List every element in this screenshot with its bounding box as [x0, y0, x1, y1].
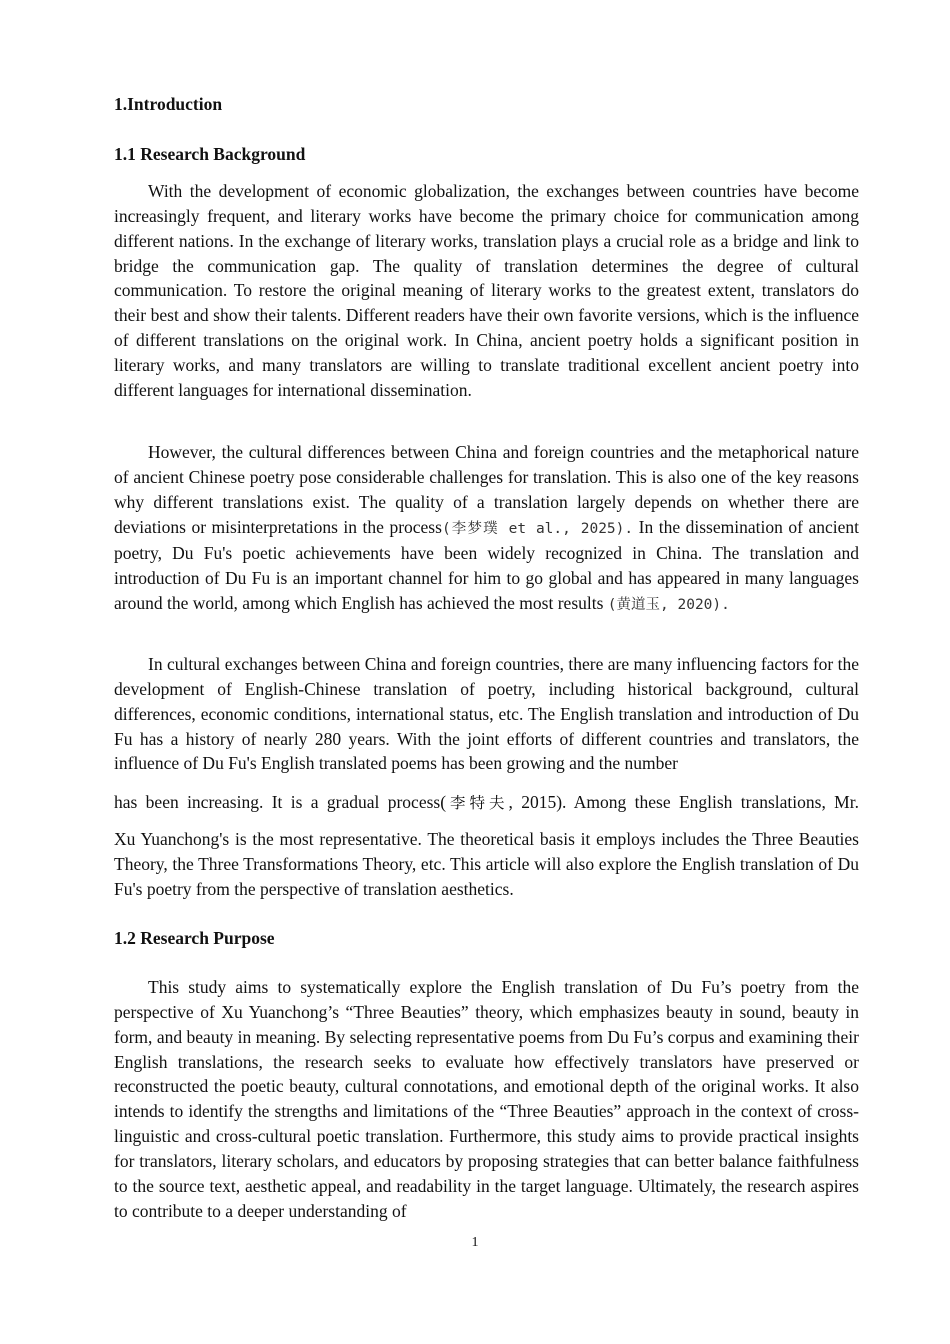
paragraph-4	[114, 975, 859, 1223]
paragraph-3-continued	[114, 827, 859, 902]
paragraph-3-text-b-post: , 2015). Among these English translations, Mr.	[508, 792, 859, 812]
paragraph-2-text-b: In the dissemination of ancient poetry, Du Fu's poetic achievements have been widely recognized in China. The translation and introduction of Du Fu is an important channel for him to go global and has appeared in many languages around the world, among which English has achieved the most results	[114, 516, 859, 614]
paragraph-4-text: This study aims to systematically explore the English translation of Du Fu’s poetry from the perspective of Xu Yuanchong’s “Three Beauties” theory, which emphasizes beauty in sound, beauty in form, and beauty in meaning. By selecting representative poems from Du Fu’s corpus and examining their English translations, the research seeks to evaluate how effectively translators have preserved or reconstructed the poetic beauty, cultural connotations, and emotional depth of the original works. It also intends to identify the strengths and limitations of the “Three Beauties” approach in the context of cross-linguistic and cross-cultural poetic translation. Furthermore, this study aims to provide practical insights for translators, literary scholars, and educators by proposing strategies that can better balance faithfulness to the source text, aesthetic appeal, and readability in the target language. Ultimately, the research aspires to contribute to a deeper understanding of	[114, 977, 859, 1221]
citation-li-mengpu: (李梦璞 et al., 2025).	[441, 520, 634, 537]
paragraph-1-text: With the development of economic globalization, the exchanges between countries have become increasingly frequent, and literary works have become the primary choice for communication among different nations. In the exchange of literary works, translation plays a crucial role as a bridge and link to bridge the communication gap. The quality of translation determines the degree of cultural communication. To restore the original meaning of literary works to the greatest extent, translators do their best and show their talents. Different readers have their own favorite versions, which is the influence of different translations on the original work. In China, ancient poetry holds a significant position in literary works, and many translators are willing to translate traditional excellent ancient poetry into different languages for international dissemination.	[114, 181, 859, 400]
paragraph-3-text-b	[114, 790, 859, 816]
heading-research-background: 1.1 Research Background	[114, 144, 306, 164]
paragraph-3-text-a: In cultural exchanges between China and foreign countries, there are many influencing factors for the development of English-Chinese translation of poetry, including historical background, cultural differences, economic conditions, international status, etc. The English translation and introduction of Du Fu has a history of nearly 280 years. With the joint efforts of different countries and translators, the influence of Du Fu's English translated poems has been growing and the number	[114, 654, 859, 774]
paragraph-3	[114, 652, 859, 776]
paragraph-2-text-a: However, the cultural differences between China and foreign countries and the metaphorical nature of ancient Chinese poetry pose considerable challenges for translation. This is also one of the key reasons why different translations exist. The quality of a translation largely depends on whether there are deviations or misinterpretations in the process	[114, 442, 859, 537]
paragraph-1	[114, 179, 859, 403]
citation-huang-daoyu: (黄道玉, 2020).	[607, 597, 730, 614]
citation-li-tefu: 李特夫	[446, 794, 509, 812]
page-number: 1	[471, 1235, 479, 1250]
paragraph-3-line-b	[114, 790, 859, 816]
heading-introduction: 1.Introduction	[114, 94, 223, 114]
heading-research-purpose: 1.2 Research Purpose	[114, 928, 275, 948]
paragraph-2	[114, 440, 859, 618]
paragraph-2-text	[114, 440, 859, 618]
paragraph-3-text-b-pre: has been increasing. It is a gradual process(	[114, 792, 447, 812]
paragraph-3-text-c: Xu Yuanchong's is the most representative. The theoretical basis it employs includes the Three Beauties Theory, the Three Transformations Theory, etc. This article will also explore the English translation of Du Fu's poetry from the perspective of translation aesthetics.	[114, 829, 859, 899]
